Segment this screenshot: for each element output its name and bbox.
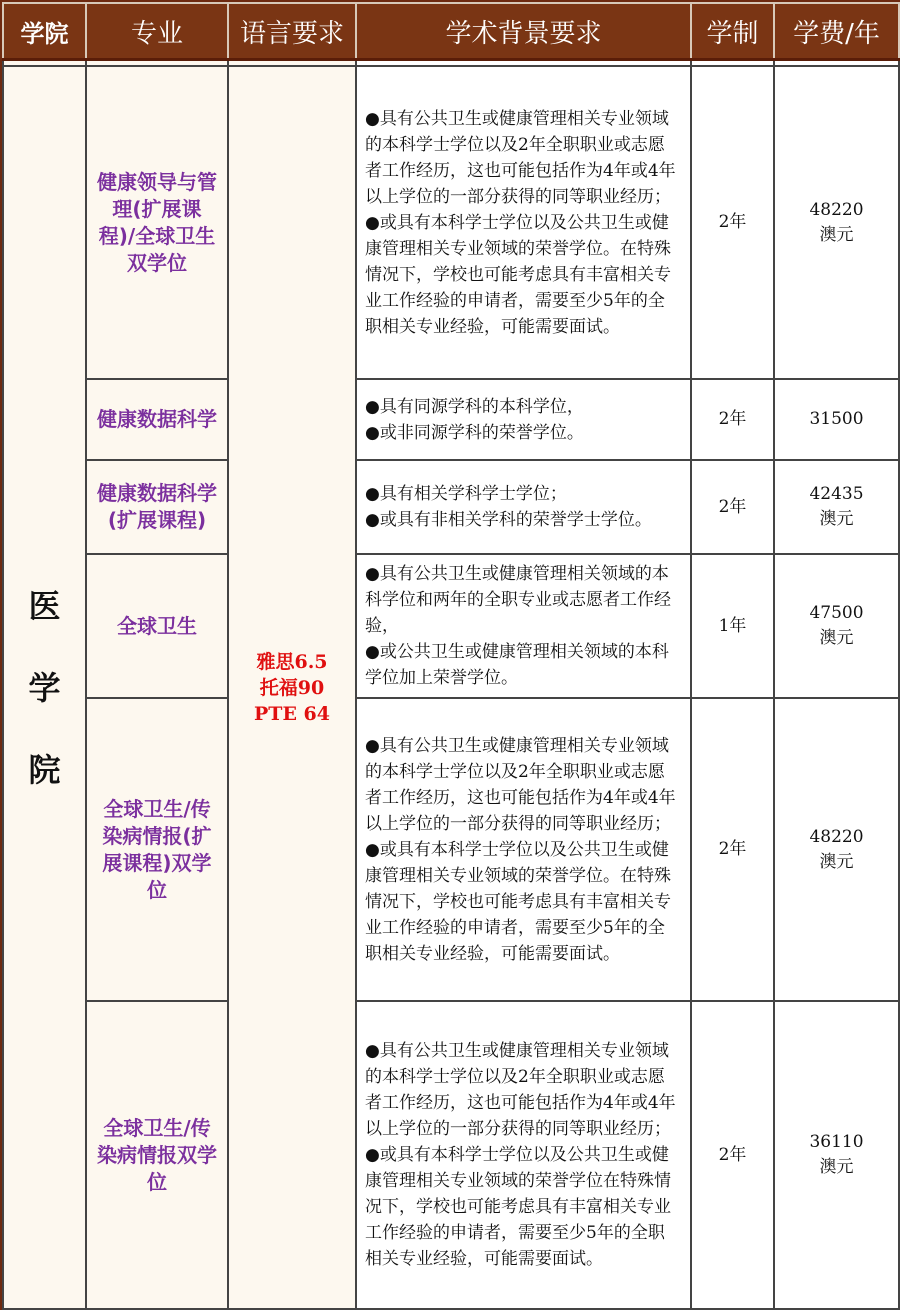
fee-amount: 36110 xyxy=(809,1132,864,1152)
fee-currency: 澳元 xyxy=(819,1157,854,1177)
fee-amount: 31500 xyxy=(809,409,864,429)
major-cell: 健康领导与管理(扩展课程)/全球卫生双学位 xyxy=(86,66,228,379)
major-cell: 全球卫生/传染病情报双学位 xyxy=(86,1001,228,1309)
duration-cell: 1年 xyxy=(691,554,774,698)
fee-currency: 澳元 xyxy=(819,628,854,648)
fee-currency: 澳元 xyxy=(819,224,854,245)
requirements-cell xyxy=(356,460,691,554)
school-cell xyxy=(3,66,86,1309)
header-academic: 学术背景要求 xyxy=(356,3,691,60)
major-cell: 全球卫生/传染病情报(扩展课程)双学位 xyxy=(86,698,228,1001)
header-duration: 学制 xyxy=(691,3,774,60)
table-row xyxy=(3,460,899,554)
fee-currency: 澳元 xyxy=(819,509,854,529)
fee-cell xyxy=(774,379,899,460)
requirements-cell xyxy=(356,1001,691,1309)
duration-cell: 2年 xyxy=(691,379,774,460)
fee-amount: 42435 xyxy=(809,484,864,504)
fee-cell xyxy=(774,66,899,379)
fee-amount: 47500 xyxy=(809,603,864,623)
requirement-item: ●或具有本科学士学位以及公共卫生或健康管理相关专业领域的荣誉学位。在特殊情况下，学校也可能考虑具有丰富相关专业工作经验的申请者，需要至少5年的全职相关专业经验，可能需要面试。 xyxy=(365,839,671,964)
requirement-item: ●具有同源学科的本科学位， xyxy=(365,396,584,417)
requirement-item: ●或非同源学科的荣誉学位。 xyxy=(365,422,584,443)
duration-cell: 2年 xyxy=(691,698,774,1001)
language-cell xyxy=(228,66,356,1309)
major-cell: 健康数据科学 xyxy=(86,379,228,460)
header-language: 语言要求 xyxy=(228,3,356,60)
duration-cell: 2年 xyxy=(691,1001,774,1309)
language-ielts: 雅思6.5 xyxy=(256,650,328,673)
requirement-item: ●或公共卫生或健康管理相关领域的本科学位加上荣誉学位。 xyxy=(365,642,669,688)
requirement-item: ●或具有本科学士学位以及公共卫生或健康管理相关专业领域的荣誉学位在特殊情况下，学校也可能考虑具有丰富相关专业工作经验的申请者，需要至少5年的全职相关专业经验，可能需要面试。 xyxy=(365,1145,671,1269)
school-char: 医 xyxy=(28,586,61,625)
fee-amount: 48220 xyxy=(809,199,864,220)
school-char: 学 xyxy=(28,668,61,707)
table-row xyxy=(3,379,899,460)
fee-cell xyxy=(774,554,899,698)
header-major: 专业 xyxy=(86,3,228,60)
requirement-item: ●具有公共卫生或健康管理相关专业领域的本科学士学位以及2年全职职业或志愿者工作经历，这也可能包括作为4年或4年以上学位的一部分获得的同等职业经历； xyxy=(365,1041,676,1139)
requirement-item: ●或具有非相关学科的荣誉学士学位。 xyxy=(365,510,652,530)
fee-cell xyxy=(774,698,899,1001)
school-char: 院 xyxy=(28,750,61,789)
duration-cell: 2年 xyxy=(691,66,774,379)
requirements-cell xyxy=(356,379,691,460)
requirements-cell xyxy=(356,66,691,379)
language-pte: PTE 64 xyxy=(254,702,330,725)
header-row xyxy=(3,3,899,60)
requirement-item: ●具有公共卫生或健康管理相关专业领域的本科学士学位以及2年全职职业或志愿者工作经历，这也可能包括作为4年或4年以上学位的一部分获得的同等职业经历； xyxy=(365,108,676,207)
requirement-item: ●具有相关学科学士学位； xyxy=(365,484,567,504)
header-school: 学院 xyxy=(3,3,86,60)
language-toefl: 托福90 xyxy=(259,676,325,699)
fee-amount: 48220 xyxy=(809,826,864,847)
fee-cell xyxy=(774,460,899,554)
requirement-item: ●或具有本科学士学位以及公共卫生或健康管理相关专业领域的荣誉学位。在特殊情况下，学校也可能考虑具有丰富相关专业工作经验的申请者，需要至少5年的全职相关专业经验，可能需要面试。 xyxy=(365,212,671,337)
program-table xyxy=(2,2,900,1310)
major-cell: 全球卫生 xyxy=(86,554,228,698)
table-row xyxy=(3,554,899,698)
fee-currency: 澳元 xyxy=(819,851,854,872)
requirements-cell xyxy=(356,554,691,698)
fee-cell xyxy=(774,1001,899,1309)
duration-cell: 2年 xyxy=(691,460,774,554)
table-row xyxy=(3,1001,899,1309)
major-cell: 健康数据科学(扩展课程) xyxy=(86,460,228,554)
requirement-item: ●具有公共卫生或健康管理相关领域的本科学位和两年的全职专业或志愿者工作经验， xyxy=(365,564,671,636)
requirement-item: ●具有公共卫生或健康管理相关专业领域的本科学士学位以及2年全职职业或志愿者工作经历，这也可能包括作为4年或4年以上学位的一部分获得的同等职业经历； xyxy=(365,735,676,834)
table-row xyxy=(3,66,899,379)
requirements-cell xyxy=(356,698,691,1001)
table-row xyxy=(3,698,899,1001)
header-fee: 学费/年 xyxy=(774,3,899,60)
